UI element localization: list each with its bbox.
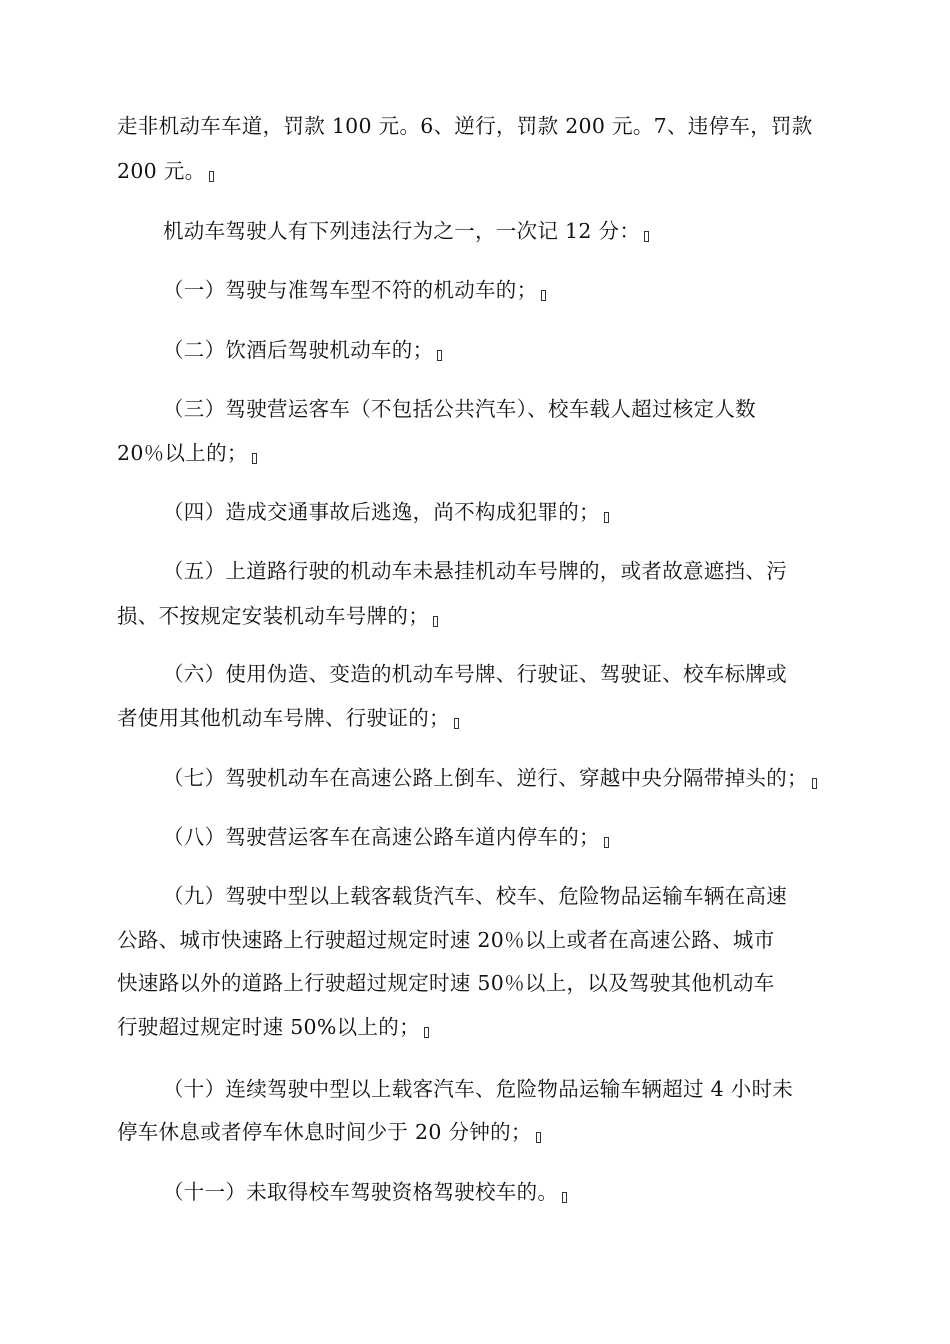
text-line: （二）饮酒后驾驶机动车的； [163, 336, 442, 364]
text-line: （七）驾驶机动车在高速公路上倒车、逆行、穿越中央分隔带掉头的； [163, 764, 817, 792]
paragraph-mark-icon [433, 616, 438, 627]
paragraph-mark-icon [536, 1132, 541, 1143]
text-line: 者使用其他机动车号牌、行驶证的； [117, 704, 459, 732]
text-line: （八）驾驶营运客车在高速公路车道内停车的； [163, 823, 609, 851]
text-line: （六）使用伪造、变造的机动车号牌、行驶证、驾驶证、校车标牌或 [163, 662, 787, 686]
paragraph-mark-icon [541, 290, 546, 301]
text-line: （三）驾驶营运客车（不包括公共汽车）、校车载人超过核定人数 [163, 397, 756, 421]
paragraph-mark-icon [562, 1192, 567, 1203]
text-line: 走非机动车车道，罚款 100 元。6、逆行，罚款 200 元。7、违停车，罚款 [117, 114, 813, 138]
text-line: 行驶超过规定时速 50%以上的； [117, 1013, 429, 1041]
text-line: 公路、城市快速路上行驶超过规定时速 20％以上或者在高速公路、城市 [117, 928, 775, 952]
paragraph-mark-icon [252, 453, 257, 464]
text-line: 停车休息或者停车休息时间少于 20 分钟的； [117, 1118, 541, 1146]
text-line: 200 元。 [117, 157, 214, 185]
text-line: （九）驾驶中型以上载客载货汽车、校车、危险物品运输车辆在高速 [163, 884, 787, 908]
text-line: 20％以上的； [117, 439, 257, 467]
paragraph-mark-icon [644, 231, 649, 242]
paragraph-mark-icon [437, 350, 442, 361]
text-line: （一）驾驶与准驾车型不符的机动车的； [163, 276, 546, 304]
paragraph-mark-icon [604, 512, 609, 523]
text-line: 损、不按规定安装机动车号牌的； [117, 602, 438, 630]
text-line: （十一）未取得校车驾驶资格驾驶校车的。 [163, 1178, 567, 1206]
paragraph-mark-icon [454, 718, 459, 729]
text-line: 快速路以外的道路上行驶超过规定时速 50％以上，以及驾驶其他机动车 [117, 971, 775, 995]
paragraph-mark-icon [812, 778, 817, 789]
text-line: （十）连续驾驶中型以上载客汽车、危险物品运输车辆超过 4 小时未 [163, 1077, 794, 1101]
text-line: （四）造成交通事故后逃逸，尚不构成犯罪的； [163, 498, 609, 526]
text-line: 机动车驾驶人有下列违法行为之一，一次记 12 分： [163, 217, 649, 245]
paragraph-mark-icon [424, 1027, 429, 1038]
paragraph-mark-icon [209, 171, 214, 182]
paragraph-mark-icon [604, 837, 609, 848]
text-line: （五）上道路行驶的机动车未悬挂机动车号牌的，或者故意遮挡、污 [163, 559, 787, 583]
